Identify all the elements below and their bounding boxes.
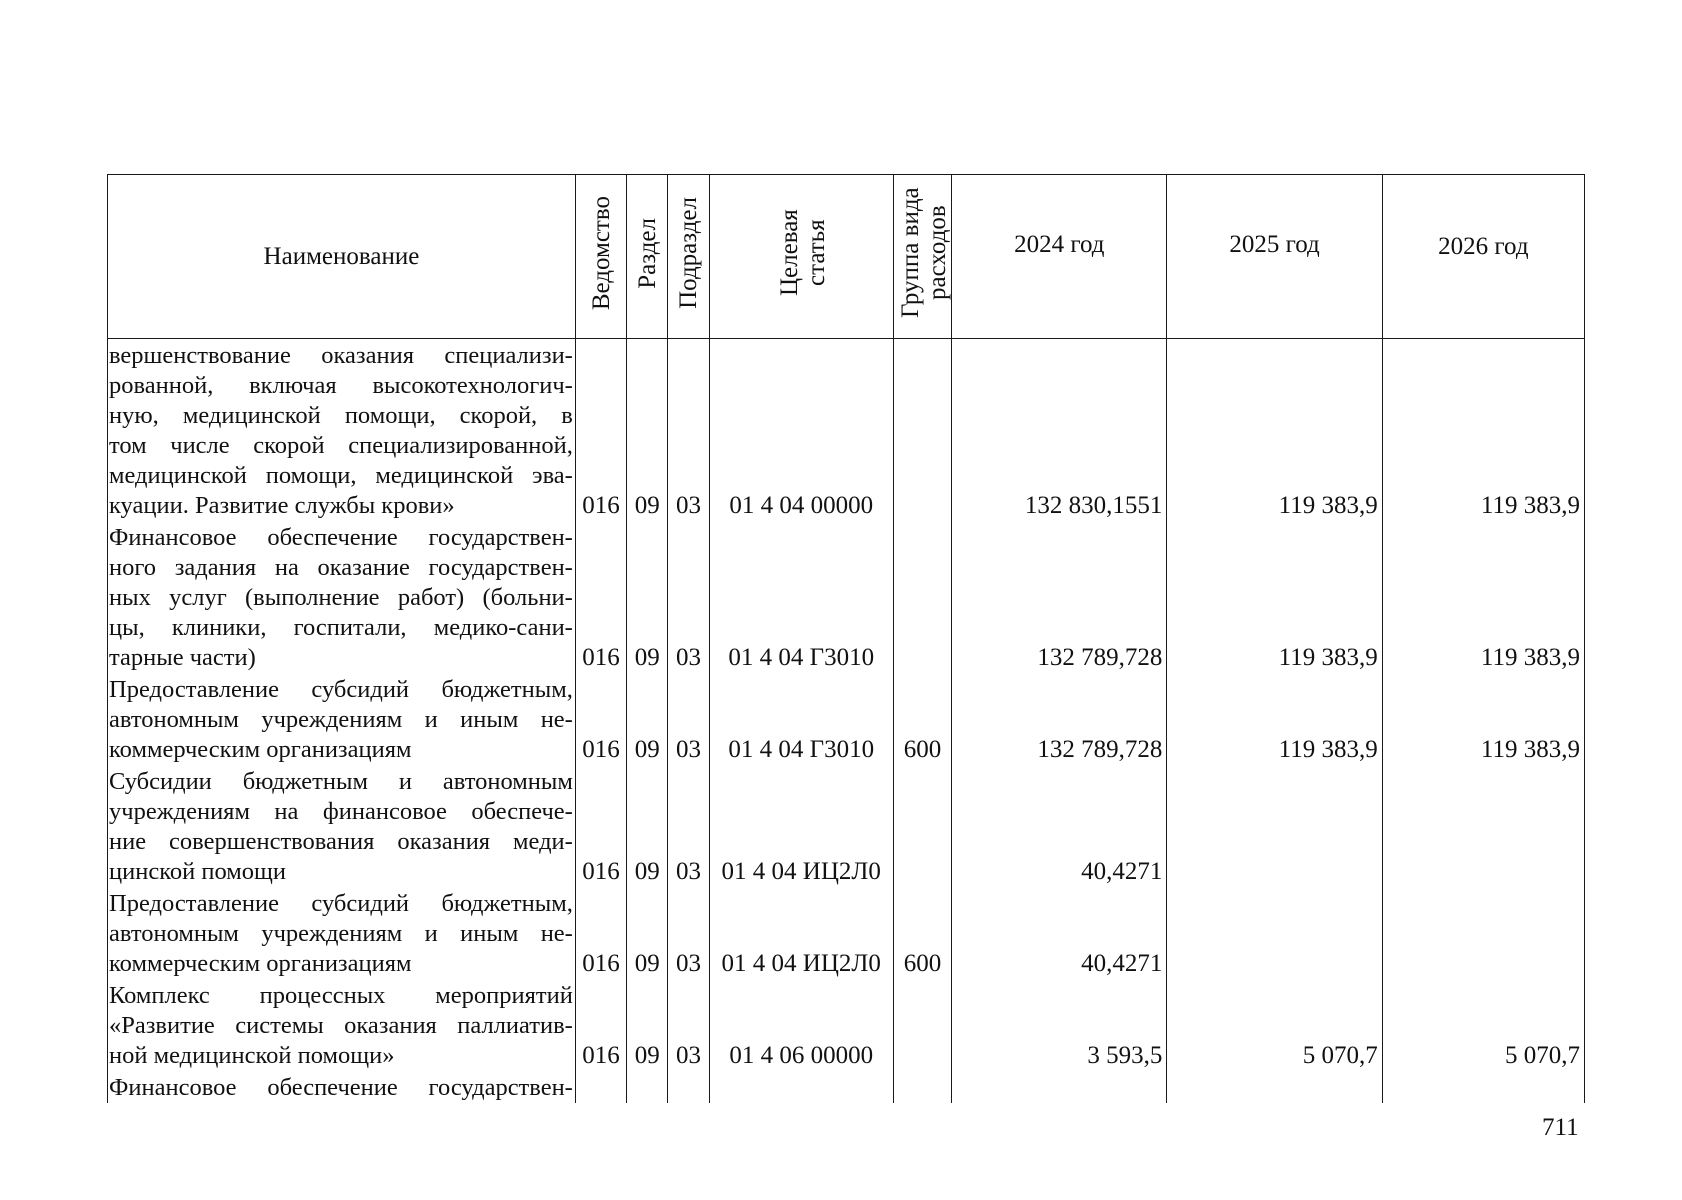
row-name-line: коммерческим организациям [109,736,412,763]
row-2026: 5 070,7 [1382,979,1584,1071]
page-number: 711 [1542,1114,1579,1141]
row-name-line: рованной, включая высокотехнологич- [109,372,573,399]
row-celevaya: 01 4 04 Г3010 [709,521,893,673]
row-podrazdel: 03 [668,765,709,887]
header-razdel: Раздел [627,175,668,339]
header-2025: 2025 год [1167,175,1382,339]
row-celevaya: 01 4 04 ИЦ2Л0 [709,887,893,979]
row-razdel: 09 [627,887,668,979]
row-name-line: ную, медицинской помощи, скорой, в [109,402,573,429]
row-name-line: медицинской помощи, медицинской эва- [109,462,573,489]
row-name-line: автономным учреждениям и иным не- [109,706,573,733]
row-2025: 5 070,7 [1167,979,1382,1071]
row-2025: 119 383,9 [1167,673,1382,765]
header-celevaya: Целевая статья [709,175,893,339]
row-name [108,1071,576,1103]
row-2025 [1167,1071,1382,1103]
table-row [108,521,1585,673]
header-vedomstvo: Ведомство [575,175,626,339]
row-name-line: вершенствование оказания специализи- [109,342,573,369]
row-name-line: куации. Развитие службы крови» [109,492,455,519]
row-2025 [1167,887,1382,979]
row-2025: 119 383,9 [1167,521,1382,673]
row-2024: 132 830,1551 [952,339,1167,522]
row-razdel: 09 [627,979,668,1071]
row-podrazdel: 03 [668,979,709,1071]
row-2026 [1382,887,1584,979]
row-gruppa: 600 [893,673,951,765]
row-name-line: Предоставление субсидий бюджетным, [109,890,573,917]
row-name-line: цы, клиники, госпитали, медико-сани- [109,614,573,641]
row-2026: 119 383,9 [1382,339,1584,522]
row-podrazdel: 03 [668,887,709,979]
header-name: Наименование [108,175,576,339]
row-name [108,521,576,673]
row-gruppa [893,979,951,1071]
row-name-line: учреждениям на финансовое обеспече- [109,798,573,825]
row-name-line: Финансовое обеспечение государствен- [109,524,573,551]
row-2024: 132 789,728 [952,673,1167,765]
row-razdel: 09 [627,765,668,887]
row-celevaya: 01 4 04 Г3010 [709,673,893,765]
table-body [108,339,1585,1104]
row-gruppa: 600 [893,887,951,979]
row-name-line: Субсидии бюджетным и автономным [109,768,573,795]
row-name-line: автономным учреждениям и иным не- [109,920,573,947]
header-podrazdel: Подраздел [668,175,709,339]
table-row [108,887,1585,979]
row-name [108,673,576,765]
row-2024: 3 593,5 [952,979,1167,1071]
row-name-line: ние совершенствования оказания меди- [109,828,573,855]
row-vedomstvo: 016 [575,339,626,522]
row-podrazdel [668,1071,709,1103]
row-name-line: том числе скорой специализированной, [109,432,573,459]
row-name-line: ных услуг (выполнение работ) (больни- [109,584,573,611]
table-row [108,765,1585,887]
row-name [108,765,576,887]
row-2024: 40,4271 [952,887,1167,979]
row-name [108,339,576,522]
row-celevaya [709,1071,893,1103]
row-2026 [1382,765,1584,887]
row-2024: 132 789,728 [952,521,1167,673]
row-gruppa [893,1071,951,1103]
table-row [108,339,1585,522]
row-name [108,887,576,979]
row-2025 [1167,765,1382,887]
row-name-line: «Развитие системы оказания паллиатив- [109,1012,573,1039]
row-2026: 119 383,9 [1382,521,1584,673]
row-name-line: ного задания на оказание государствен- [109,554,573,581]
row-2024 [952,1071,1167,1103]
header-2024: 2024 год [952,175,1167,339]
row-name-line: Финансовое обеспечение государствен- [109,1074,573,1101]
row-podrazdel: 03 [668,673,709,765]
row-razdel: 09 [627,521,668,673]
row-2026: 119 383,9 [1382,673,1584,765]
row-vedomstvo [575,1071,626,1103]
row-name-line: Комплекс процессных мероприятий [109,982,573,1009]
row-name-line: ной медицинской помощи» [109,1042,395,1069]
row-name-line: тарные части) [109,644,256,671]
row-name-line: Предоставление субсидий бюджетным, [109,676,573,703]
row-razdel: 09 [627,339,668,522]
row-2025: 119 383,9 [1167,339,1382,522]
row-celevaya: 01 4 06 00000 [709,979,893,1071]
row-name [108,979,576,1071]
row-podrazdel: 03 [668,339,709,522]
row-razdel [627,1071,668,1103]
row-gruppa [893,521,951,673]
table-row [108,673,1585,765]
row-name-line: коммерческим организациям [109,950,412,977]
row-vedomstvo: 016 [575,765,626,887]
budget-table [107,174,1585,1103]
row-vedomstvo: 016 [575,887,626,979]
row-2026 [1382,1071,1584,1103]
row-name-line: цинской помощи [109,858,286,885]
table-row [108,1071,1585,1103]
row-vedomstvo: 016 [575,521,626,673]
row-2024: 40,4271 [952,765,1167,887]
row-gruppa [893,765,951,887]
row-vedomstvo: 016 [575,979,626,1071]
row-razdel: 09 [627,673,668,765]
row-gruppa [893,339,951,522]
row-celevaya: 01 4 04 ИЦ2Л0 [709,765,893,887]
header-2026: 2026 год [1382,175,1584,339]
row-celevaya: 01 4 04 00000 [709,339,893,522]
row-vedomstvo: 016 [575,673,626,765]
table-row [108,979,1585,1071]
header-gruppa: Группа вида расходов [893,175,951,339]
row-podrazdel: 03 [668,521,709,673]
table-header-row [108,175,1585,339]
